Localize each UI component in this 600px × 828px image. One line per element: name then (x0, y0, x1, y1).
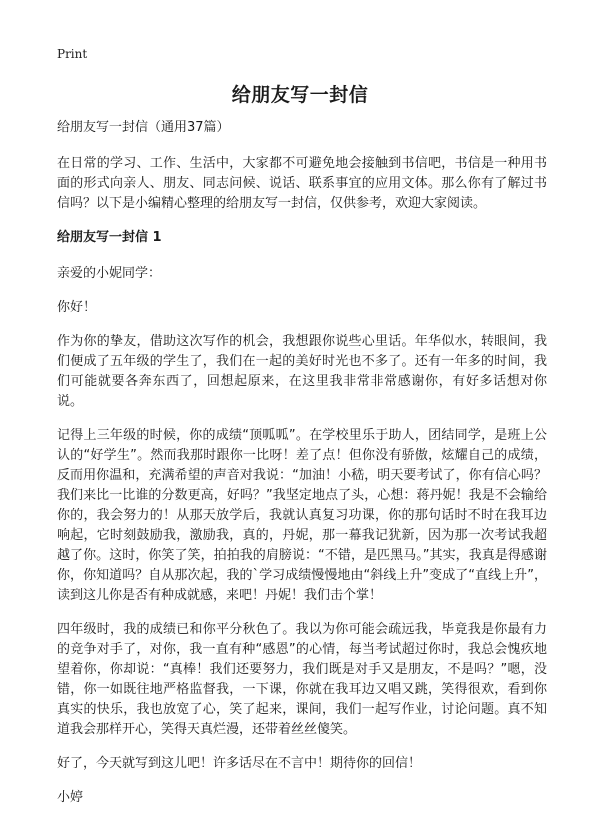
article-subtitle: 给朋友写一封信（通用37篇） (57, 120, 230, 135)
salutation: 亲爱的小妮同学： (57, 266, 162, 281)
letter-paragraph: 作为你的挚友，借助这次写作的机会，我想跟你说些心里话。年华似水，转眼间，我们便成了五年级的学生了，我们在一起的美好时光也不多了。还有一年多的时间，我们可能就要各奔东西了，回想起原来，在这里我非常非常感谢你，有好多话想对你说。 (57, 334, 547, 409)
greeting: 你好！ (57, 300, 97, 315)
letter-paragraph: 好了，今天就写到这儿吧！许多话尽在不言中！期待你的回信！ (57, 756, 422, 771)
section-heading: 给朋友写一封信 1 (57, 230, 162, 245)
letter-paragraph: 记得上三年级的时候，你的成绩“顶呱呱”。在学校里乐于助人，团结同学，是班上公认的“好学生”。然而我那时跟你一比呀！差了点！但你没有骄傲，炫耀自己的成绩，反而用你温和，充满希望的声音对我说：“加油！小嵇，明天要考试了，你有信心吗？我们来比一比谁的分数更高，好吗？”我坚定地点了头，心想：蒋丹妮！我是不会输给你的，我会努力的！从那天放学后，我就认真复习功课，你的那句话时不时在我耳边响起，它时刻鼓励我，激励我，真的，丹妮，那一幕我记犹新，因为那一次考试我超越了你。这时，你笑了笑，拍拍我的肩膀说：“不错，是匹黑马。”其实，我真是得感谢你，你知道吗？自从那次起，我的`学习成绩慢慢地由“斜线上升”变成了“直线上升”，读到这儿你是否有种成就感，来吧！丹妮！我们击个掌！ (57, 428, 547, 603)
intro-paragraph: 在日常的学习、工作、生活中，大家都不可避免地会接触到书信吧，书信是一种用书面的形式向亲人、朋友、同志问候、说话、联系事宜的应用文体。那么你有了解过书信吗？以下是小编精心整理的给朋友写一封信，仅供参考，欢迎大家阅读。 (57, 156, 547, 211)
signature: 小婷 (57, 790, 84, 805)
letter-paragraph: 四年级时，我的成绩已和你平分秋色了。我以为你可能会疏远我，毕竟我是你最有力的竞争对手了，对你，我一直有种“感恩”的心情，每当考试超过你时，我总会愧疚地望着你，你却说：“真棒！我们还要努力，我们既是对手又是朋友，不是吗？”嗯，没错，你一如既往地严格监督我，一下课，你就在我耳边又唱又跳，笑得很欢，看到你真实的快乐，我也放宽了心，笑了起来，课间，我们一起写作业，讨论问题。真不知道我会那样开心，笑得天真烂漫，还带着丝丝傻笑。 (57, 622, 547, 737)
page-title: 给朋友写一封信 (231, 84, 369, 106)
print-link[interactable]: Print (57, 47, 88, 61)
article-body (57, 118, 547, 822)
